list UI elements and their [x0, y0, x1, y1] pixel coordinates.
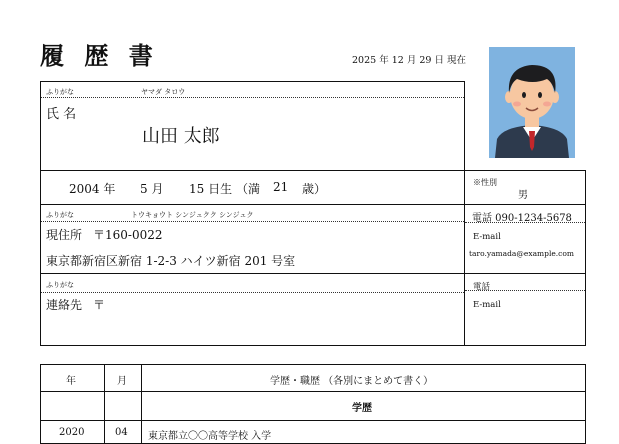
age-value: 21	[273, 180, 289, 194]
birth-day: 15 日生	[189, 182, 233, 196]
alt-contact-furigana-label: ふりがな	[46, 281, 74, 289]
email-value: taro.yamada@example.com	[469, 249, 575, 258]
age-close: 歳）	[302, 182, 327, 196]
history-header-month: 月	[117, 376, 127, 387]
history-section-title: 学歴	[352, 403, 372, 414]
name-furigana-value: ヤマダ タロウ	[141, 88, 186, 96]
page-title: 履 歴 書	[40, 41, 159, 70]
name-label: 氏 名	[46, 107, 77, 122]
birth-month: 5 月	[140, 182, 164, 196]
divider	[104, 364, 105, 443]
id-photo	[489, 47, 575, 158]
phone-value: 電話 090-1234-5678	[472, 213, 572, 224]
email-label: E-mail	[473, 232, 501, 242]
person-portrait-icon	[489, 47, 575, 158]
divider	[41, 97, 464, 98]
address-postal: 〒160-0022	[93, 228, 163, 242]
divider	[41, 292, 464, 293]
history-row-month: 04	[115, 427, 128, 438]
divider	[41, 204, 585, 205]
history-header-year: 年	[66, 376, 76, 387]
divider	[41, 420, 585, 421]
address-furigana-label: ふりがな	[46, 211, 74, 219]
name-box	[40, 81, 465, 171]
divider	[464, 170, 465, 345]
address-furigana-value: トウキョウト シンジュクク シンジュク	[131, 211, 254, 219]
history-header-desc: 学歴・職歴 （各別にまとめて書く）	[270, 376, 434, 387]
history-row-desc: 東京都立〇〇高等学校 入学	[148, 431, 272, 442]
history-row-year: 2020	[59, 427, 85, 438]
name-value: 山田 太郎	[142, 126, 220, 147]
divider	[41, 221, 464, 222]
document-date: 2025 年 12 月 29 日 現在	[352, 55, 466, 66]
age-open: （満	[236, 182, 261, 196]
alt-contact-label: 連絡先	[46, 298, 83, 312]
address-line: 東京都新宿区新宿 1-2-3 ハイツ新宿 201 号室	[46, 254, 296, 268]
divider	[41, 273, 585, 274]
alt-email-label: E-mail	[473, 300, 501, 310]
gender-value: 男	[518, 190, 528, 201]
name-furigana-label: ふりがな	[46, 88, 74, 96]
alt-phone-label: 電話	[473, 282, 491, 292]
birth-year: 2004 年	[69, 182, 116, 196]
address-label: 現住所	[46, 228, 83, 242]
alt-contact-postal: 〒	[93, 298, 106, 312]
divider	[141, 364, 142, 443]
divider	[41, 391, 585, 392]
gender-label: ※性別	[473, 178, 497, 187]
